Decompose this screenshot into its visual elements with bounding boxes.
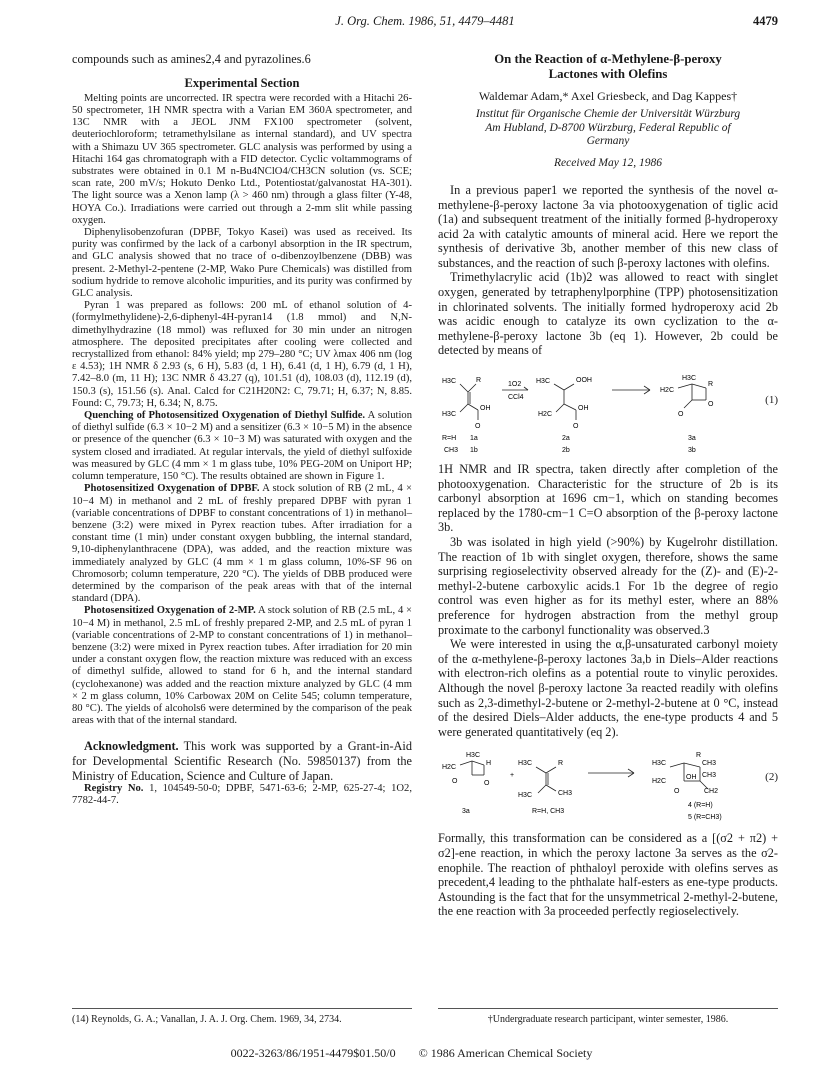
authors: Waldemar Adam,* Axel Griesbeck, and Dag Kappes†	[478, 89, 738, 103]
s1-label-1a: 1a	[470, 435, 478, 443]
bottom-line	[0, 1046, 823, 1061]
s1-label-2a: 2a	[562, 435, 570, 443]
quenching-para	[72, 410, 412, 483]
journal-citation: J. Org. Chem. 1986, 51, 4479–4481	[335, 14, 515, 28]
s2-h: H	[486, 760, 492, 768]
s2-plus: +	[510, 772, 515, 780]
s2-ch2: CH2	[704, 788, 719, 796]
ack-body: This work was supported by a Grant-in-Aid for Developmental Scientific Research (No. 59850137) from the Ministry of Education, Science and Culture of Japan.	[72, 739, 412, 783]
institution	[438, 108, 778, 149]
footnote-left: (14) Reynolds, G. A.; Vanallan, J. A. J. Org. Chem. 1969, 34, 2734.	[72, 1014, 342, 1025]
equation-1-number: (1)	[765, 394, 778, 407]
s2-r-1: R	[558, 760, 564, 768]
right-column	[438, 52, 778, 919]
s1-reagent-1: 1O2	[508, 381, 522, 389]
quenching-body: A solution of diethyl sulfide (6.3 × 10−2 M) and a sensitizer (6.3 × 10−5 M) in the absence or presence of the quencher (6.3 × 10−3 M) was saturated with oxygen and the system closed and irradiated. At regular intervals, the yield of diethyl sulfoxide was measured by GLC (4 mm × 1 m glass tube, 10% PEG-20M on Uniport HP; column temperature, 150 °C). The results obtained are shown in Figure 1.	[72, 410, 412, 483]
s2-h3c-1: H3C	[466, 752, 481, 760]
footnote-right: †Undergraduate research participant, winter semester, 1986.	[487, 1014, 729, 1025]
s2-r-2: R	[696, 752, 702, 760]
mp-heading: Photosensitized Oxygenation of 2-MP.	[84, 605, 256, 617]
s2-label-3a: 3a	[462, 808, 470, 816]
s1-h3c-1: H3C	[442, 378, 457, 386]
experimental-para-3: Pyran 1 was prepared as follows: 200 mL of ethanol solution of 4-(formylmethylidene)-2,6-diphenyl-4H-pyran14 (1.8 mmol) and N,N-dimethylhydrazine (18 mmol) was refluxed for 30 min under an nitrogen atmosphere. The deposited precipitates after cooling were collected and recrystallized from ethanol: 84% yield; mp 279–280 °C; UV λmax 406 nm (log ε 4.53); 1H NMR δ 2.93 (s, 6 H), 5.83 (d, 1 H), 6.41 (d, 1 H), 6.79 (d, 1 H), 7.42–8.0 (m, 11 H); 13C NMR δ 43.27 (q), 101.51 (d), 108.03 (d), 112.19 (d), 150.3 (s), 151.56 (s). Anal. Calcd for C21H20N2: C, 79.71; H, 6.37; N, 8.85. Found: C, 79.73; H, 6.34; N, 8.75.	[72, 300, 412, 409]
left-column	[72, 52, 412, 808]
registry-heading: Registry No.	[84, 783, 144, 795]
s1-h2c-1: H2C	[538, 411, 553, 419]
body-para-5: We were interested in using the α,β-unsaturated carbonyl moiety of the α-methylene-β-peroxy lactones 3a,b in Diels–Alder reactions with electron-rich olefins as a potential route to vinylic peroxides. Although the novel β-peroxy lactone 3a reacted readily with olefins such as 2,3-dimethyl-2-butene or 2-methyl-2-butene at 0 °C, instead of the desired Diels–Alder adducts, the ene-type products 4 and 5 were generated quantitatively (eq 2).	[438, 637, 778, 739]
s1-o-3: O	[678, 411, 684, 419]
title-line-2: Lactones with Olefins	[548, 67, 668, 81]
body-para-2: Trimethylacrylic acid (1b)2 was allowed to react with singlet oxygen, generated by tetraphenylporphine (TPP) photosensitization in chlorinated solvents. The initially formed hydroperoxy acid 2b was acidic enough to catalyze its own cyclization to the α-methylene-β-peroxy lactone 3b (eq 1). However, 2b could be detected by means of	[438, 270, 778, 358]
inst-line-1: Institut für Organische Chemie der Universität Würzburg	[475, 108, 741, 121]
s1-reagent-2: CCl4	[508, 394, 524, 402]
footnote-rule-right	[438, 1008, 778, 1009]
s1-h2c-2: H2C	[660, 387, 675, 395]
body-para-4: 3b was isolated in high yield (>90%) by Kugelrohr distillation. The reaction of 1b with singlet oxygen, therefore, shows the same surprising regioselectivity observed already for the (Z)- and (E)-2-methyl-2-butene carboxylic acids.1 For 1b the degree of regio control was even higher as for its methyl ester, where an 88% preference for hydrogen abstraction from the methyl group proximate to the carbonyl functionality was observed.3	[438, 535, 778, 637]
mp-para	[72, 605, 412, 727]
s2-ch3-2: CH3	[702, 760, 717, 768]
running-header	[72, 14, 778, 30]
inst-line-2: Am Hubland, D-8700 Würzburg, Federal Republic of	[485, 121, 731, 134]
s2-o-2: O	[484, 780, 490, 788]
s2-rlabel: R=H, CH3	[532, 808, 565, 816]
page-number: 4479	[753, 14, 778, 28]
s1-h3c-3: H3C	[536, 378, 551, 386]
s1-ch3: CH3	[444, 447, 459, 455]
s2-o-3: O	[674, 788, 680, 796]
s1-label-3a: 3a	[688, 435, 696, 443]
body-para-3: 1H NMR and IR spectra, taken directly after completion of the photooxygenation. Characteristic for the structure of 2b is its carbonyl absorption at 1696 cm−1, which on standing becomes replaced by the 1780-cm−1 C=O absorption of the β-peroxy lactone 3b.	[438, 462, 778, 535]
s1-label-1b: 1b	[470, 447, 478, 455]
s2-h3c-3: H3C	[518, 792, 533, 800]
ack-heading: Acknowledgment.	[84, 739, 179, 754]
experimental-para-1: Melting points are uncorrected. IR spectra were recorded with a Hitachi 26-50 spectrometer, 1H NMR spectra with a Varian EM 360A spectrometer, and 13C NMR with a JEOL JNM FX100 spectrometer (solvent, deuteriochloroform; tetramethylsilane as internal standard), and UV spectra with a Shimazu UV 365 spectrometer. GLC analysis was performed by using a Hitachi 164 gas chromatograph with a FID detector. Cyclic voltammograms of substrates were obtained in 0.1 M n-Bu4NClO4/CH3CN solution (vs. SCE; scan rate, 200 mV/s; Hokuto Denko Ltd., Potentiostat/galvanostat HA-301). The light source was a Xenon lamp (λ > 460 nm) through a glass filter (Y-48, HOYA Co.). Irradiations were carried out through a 2-mm slit while passing oxygen.	[72, 92, 412, 226]
s2-o-1: O	[452, 778, 458, 786]
s2-ch3-1: CH3	[558, 790, 573, 798]
s2-h3c-2: H3C	[518, 760, 533, 768]
s1-r-eq-h: R=H	[442, 435, 457, 443]
footnote-rule-left	[72, 1008, 412, 1009]
experimental-para-2: Diphenylisobenzofuran (DPBF, Tokyo Kasei) was used as received. Its purity was confirmed by the lack of a carbonyl absorption in the IR spectrum, and GLC analysis showed that no trace of o-dibenzoylbenzene (DBB) was present. 2-Methyl-2-pentene (2-MP, Wako Pure Chemicals) was distilled from sodium hydride to remove alcoholic impurities, and its purity was confirmed by GLC analysis.	[72, 227, 412, 300]
s2-oh: OH	[686, 774, 697, 782]
equation-2-structures	[438, 745, 778, 825]
dpbf-heading: Photosensitized Oxygenation of DPBF.	[84, 483, 260, 495]
mp-body: A stock solution of RB (2.5 mL, 4 × 10−4 M) in methanol, 2.5 mL of freshly prepared 2-MP, and 2.5 mL of pyran 1 (variable concentrations of 2-MP to constant concentrations of 1) in methanol–benzene (3:2) were mixed in Pyrex reaction tubes. After irradiation for 20 min under a constant oxygen flow, the reaction mixture was reduced with an excess of dimethyl sulfide, allowed to stand for 6 h, and the internal standard (cyclohexanone) was added and the reaction mixture analyzed by GLC (4 mm × 2 m glass column, 10% Carbowax 20M on Celite 545; column temperature, 80 °C). The yields of alcohols6 were determined by the comparison of the peak areas with that of the internal standard.	[72, 605, 412, 727]
received-date: Received May 12, 1986	[554, 156, 662, 169]
equation-1-structures	[438, 364, 778, 456]
s1-o-4: O	[708, 401, 714, 409]
s2-h2c-2: H2C	[652, 778, 667, 786]
acknowledgment	[72, 739, 412, 783]
quenching-heading: Quenching of Photosensitized Oxygenation of Diethyl Sulfide.	[84, 410, 366, 422]
s1-oh-1: OH	[480, 405, 491, 413]
article-title	[438, 52, 778, 82]
s2-h2c: H2C	[442, 764, 457, 772]
section-title: Experimental Section	[184, 75, 300, 90]
s1-oh-2: OH	[578, 405, 589, 413]
intro-line: compounds such as amines2,4 and pyrazolines.6	[72, 52, 311, 66]
copyright: © 1986 American Chemical Society	[418, 1046, 593, 1060]
inst-line-3: Germany	[586, 135, 630, 148]
title-line-1: On the Reaction of α-Methylene-β-peroxy	[494, 52, 722, 66]
equation-2-scheme	[438, 745, 778, 825]
s1-o-1: O	[475, 423, 481, 431]
registry-body: 1, 104549-50-0; DPBF, 5471-63-6; 2-MP, 625-27-4; 1O2, 7782-44-7.	[72, 783, 412, 807]
s2-ch3-3: CH3	[702, 772, 717, 780]
s2-label-5: 5 (R=CH3)	[688, 814, 722, 822]
registry	[72, 783, 412, 807]
s1-r-2: R	[708, 381, 714, 389]
s2-h3c-4: H3C	[652, 760, 667, 768]
equation-1-scheme	[438, 364, 778, 456]
s1-label-3b: 3b	[688, 447, 696, 455]
s1-label-2b: 2b	[562, 447, 570, 455]
body-para-6: Formally, this transformation can be considered as a [(σ2 + π2) + σ2]-ene reaction, in which the peroxy lactone 3a serves as the σ2-enophile. The reaction of phthaloyl peroxide with olefins serves as precedent,4 leading to the phthalate half-esters as ene-type products. Astounding is the fact that for the unsymmetrical 2-methyl-2-butene, the ene reaction with 3a proceeded perfectly regioselectively.	[438, 831, 778, 919]
s1-h3c-2: H3C	[442, 411, 457, 419]
dpbf-body: A stock solution of RB (2 mL, 4 × 10−4 M) in methanol and 2 mL of freshly prepared DPBF with pyran 1 (variable concentrations of DPBF to constant concentrations of 1) in methanol–benzene (3:2) were mixed in Pyrex reaction tubes. After irradiation for a constant time (1 min) under constant oxygen bubbling, the internal standard, 9,10-diphenylanthracene (DPA), was added, and the reaction mixture was immediately analyzed by GLC (4 mm × 1 m glass column, 10%-SF 96 on Chromosorb; column temperature, 220 °C). The yields of DBB produced were determined by the comparison of the peak areas with that of the internal standard (DPA).	[72, 483, 412, 605]
s1-ooh: OOH	[576, 377, 592, 385]
s2-label-4: 4 (R=H)	[688, 802, 713, 810]
body-para-1: In a previous paper1 we reported the synthesis of the novel α-methylene-β-peroxy lactone 3a via photooxygenation of tiglic acid (1a) and subsequent treatment of the initially formed β-hydroperoxy acid 2a with catalytic amounts of mineral acid. Here we report the synthesis of derivative 3b, another member of this new class of substances, and the reaction of such β-peroxy lactones with olefins.	[438, 182, 778, 270]
s1-o-2: O	[573, 423, 579, 431]
s1-r-1: R	[476, 377, 482, 385]
article-code: 0022-3263/86/1951-4479$01.50/0	[230, 1046, 396, 1060]
equation-2-number: (2)	[765, 771, 778, 784]
s1-h3c-4: H3C	[682, 375, 697, 383]
dpbf-para	[72, 483, 412, 605]
